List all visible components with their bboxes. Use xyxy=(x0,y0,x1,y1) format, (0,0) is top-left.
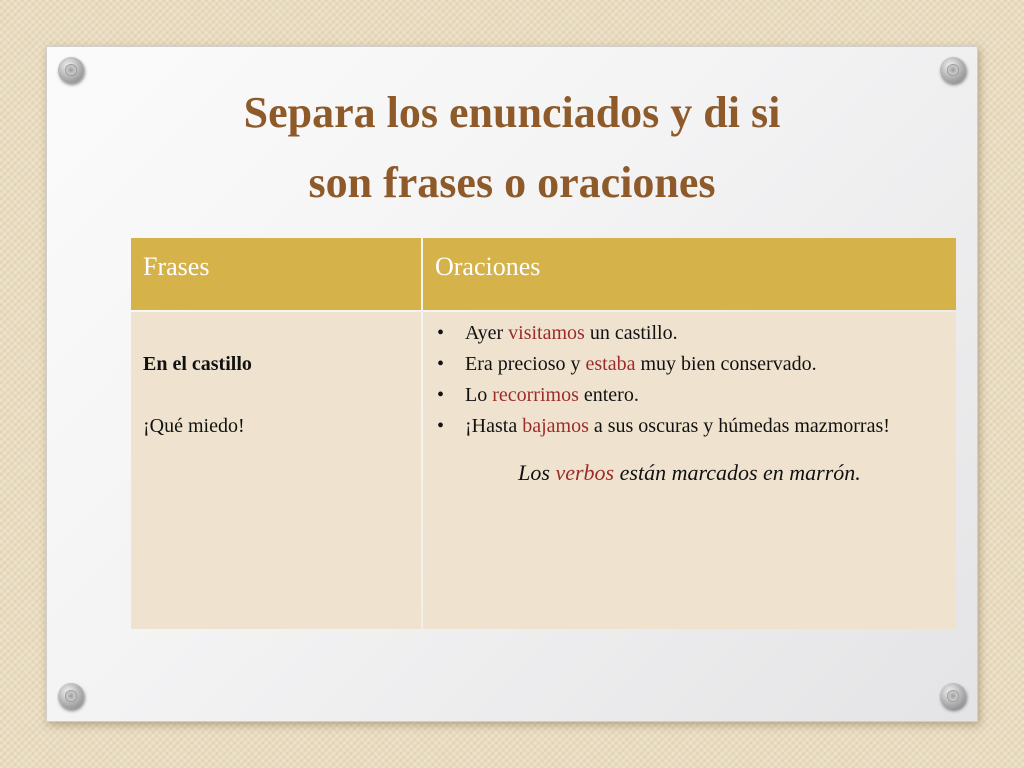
verb-highlight: visitamos xyxy=(508,322,585,344)
verb-note xyxy=(435,458,956,488)
oracion-item xyxy=(435,411,956,442)
header-frases: Frases xyxy=(131,238,421,310)
verb-highlight: recorrimos xyxy=(492,384,579,406)
pin-icon-top-right xyxy=(940,57,966,83)
oracion-item xyxy=(435,349,956,380)
frase-item: En el castillo xyxy=(143,353,252,375)
slide-title-line2: son frases o oraciones xyxy=(308,158,716,207)
oraciones-list xyxy=(435,318,956,442)
oracion-text: Ayer xyxy=(465,322,509,344)
oracion-text: un castillo. xyxy=(584,322,678,344)
oracion-text: muy bien conservado. xyxy=(635,353,817,375)
oracion-text: ¡Hasta xyxy=(465,415,523,437)
pin-icon-bottom-right xyxy=(940,683,966,709)
oracion-text: a sus oscuras y húmedas mazmorras! xyxy=(588,415,890,437)
frases-cell xyxy=(131,312,421,629)
oracion-text: entero. xyxy=(578,384,639,406)
classification-table xyxy=(131,238,956,629)
verb-highlight: verbos xyxy=(555,460,615,485)
oracion-text: Lo xyxy=(465,384,493,406)
oracion-item xyxy=(435,380,956,411)
oracion-text: Era precioso y xyxy=(465,353,586,375)
frase-item: ¡Qué miedo! xyxy=(143,415,245,437)
pin-icon-bottom-left xyxy=(58,683,84,709)
verb-highlight: bajamos xyxy=(522,415,589,437)
slide-title-line1: Separa los enunciados y di si xyxy=(243,88,781,137)
verb-highlight: estaba xyxy=(585,353,636,375)
pin-icon-top-left xyxy=(58,57,84,83)
oraciones-cell xyxy=(423,312,956,629)
note-text: están marcados en marrón. xyxy=(614,460,861,485)
header-oraciones: Oraciones xyxy=(423,238,956,310)
note-text: Los xyxy=(518,460,556,485)
slide-title xyxy=(100,78,924,218)
oracion-item xyxy=(435,318,956,349)
